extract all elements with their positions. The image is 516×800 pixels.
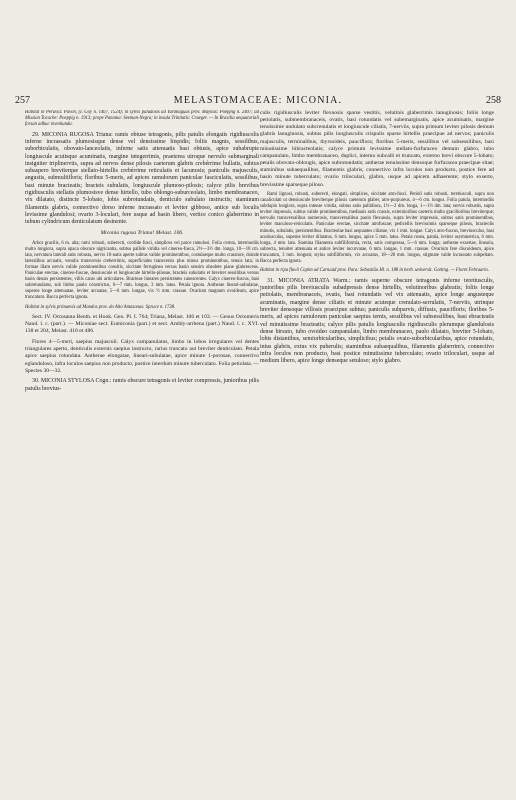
paragraph: Sect. IV. Octosanta Benth. et Hook. Gen. Pl. I. 764; Triana, Melast. 106 et 103. — Genus Octomeris Naud. l. c. (part.). — Miconiae sect. Eumiconia (part.) et sect. Ambly-arrhena (part.) Naud. l. c. XVI. 138 et 204, Melast. 410 et 486.: [25, 314, 259, 335]
paragraph: Habitat in ripa fluvii Capim ad Carnaúd prov. Para: Sebastião Hl. n. 188 in herb. universit. Gotting. — Floret Februario.: [260, 268, 489, 274]
paragraph: Arbor gracilis, 6 m. alta; rami robusti, suberecti, cordide fusci, simplices vel parce ramulosi. Folia cernta, intermodiis multo longiora, supra opaca obscure nigricantia, subtus pallide viridia vel cinereo-fusca, 2½—3½ dm. longa, 10—18 cm. lata, nervatura laterali satis robusta, nervis 10-natis aperte subtus valide prominentibus, costulaeque multo crassiore, doinde lateralibus arcuatis, venulis transversis creberrimis, superficiales transversis plus minus prominentibus, tenuis lata; in formae illam nervis valide prominentibus consitis, siccitate ferruginea versus basin sensim obsolete plane glabrescens. Paniculae erectae, cinereo-fuscae, densiuscule et longiuscule hirtello-pilosae, bracteis subulatis et breviter sessilibus versus basin densis persistentes, villis canis ubi articulares. Bracteae lineares persistentes canescentes. Calyx cinereo-fuscus, basi subretundatus, sub limbo paulo constrictus, 6—7 mm. longus, 3 mm. latus. Petala ignota. Antherae lineari-subulatae, superne longe attenuatae, leviter arcuatae, 5—6 mm. longae, vix ½ mm. crassae. Ovarium magnum ovoideum, apice truncatum. Bacca perfecta ignota.: [25, 240, 259, 301]
left-column: [25, 110, 259, 790]
paragraph: Flores 4—5-meri, saepius majusculi. Calyx campanulatus, limbo in lobos irregulares vel dentes triangulares aperto, denticulis externis saepius instructo, rarius truncato aut breviter denticulato. Petala apice saepius rotundata. Antherae elongatae, lineari-subulatae, apice minute 1-porosae, connectivo eglanduloso, infra loculos saepius non producto, postice interdum minute tuberculato. Folia petiolata. — Species 30—32.: [25, 339, 259, 374]
left-page-number: 257: [15, 95, 30, 106]
paragraph: Habitat in Peruvia: Pavon, (I. Goy n. 1467, 1524); in sylvis paludosis ad Yurimaguas prov. Maynas: Poeppig n. 2407; ad Mission Tocache: Poeppig n. 1913; prope Panama: Seeman-Negra; in insula Trinitatis: Crueger. — In Brasilia aequatoriali forsan adhuc inveniunda.: [25, 110, 259, 128]
paragraph: 29. MICONIA RUGOSA Triana: ramis obtuse tetragonis, pilis patulis elongatis rigidiuscolis inferne incrassatis plumosisque dense vel densissime hispidis; foliis magnis, sessilibus, suborbiculatis, obovato-lanceolatis, inferne satis attenuatis basi obtusis, apice subabrupte longiuscule acutisque acuminatis, margine integerrimis, praeterea utroque nervulo submarginali insigniter triplinerviis, supra ad nervos dense pilosis caeterum glabris crebérrime bullatis, subtus subaspero breviterque stellato-hirtellis crebérrime reticulatis et lacunosis; paniculis majusculis, angustis, submultifloris; floribus 5-meris, ad apices ramulorum paniculae fasciculatis, sessilibus, basi minute bracteatis; bracteis subulatis, longiuscule plumoso-pilosis; calyce pilis brevibus rigidiusculis stellatis plumosisve dense hirtello, tubo oblongo-suburceolato, limbo membranaceo, vix dilatato, distincte 5-lobato, lobis subrotundatis, denticulo subulato instructis; staminum filamentis glabris, connectivo dorso inferne incrassato et leviter gibboso, antice sub loculis levissime glandulosi; ovario 3-loculari, fere usque ad basin libero, vertice conico glaberrimo in tubum cylindricum denticulatum desinente.: [25, 131, 259, 226]
running-header: [15, 95, 501, 106]
paragraph: Miconia rugosa Triana! Melast. 106.: [100, 230, 184, 236]
paragraph: Habitat in sylvis primaevis ad Mandos prov. do Alto Amazonas: Spruce n. 1738.: [25, 304, 176, 310]
paragraph: 31. MICONIA ATRATA Warm.: ramis superne obscure tetragonis inferne teretiusculis, junioribus pilis breviusculis subadpressis dense hirtellis, velutinoribus glabratis; foliis longe petiolatis, membranaceis, ovatis, basi rotundatis vel vix attenuatis, apice longe angusteque acuminatis, margine dense ciliatis et minute acuteque crenulato-serrulatis, 7-nerviis, utrinque breviter densoque villosis praecipue subtus; paniculis subparvis, diffusis, paucifloris; floribus 5-meris, ad apices ramulorum paniculae saepius ternis, sessilibus vel subsessilibus, basi ebracteatis vel minutissime bracteatis; calyce pilis patulis longiusculis rigidiusculis plerumque glandulosis dense hirsuto, tubo ovoideo campanulato, limbo membranaceo, paulo dilatato, breviter 5-lobato, lobis distantibus, semiorbicularibus, simplicibus; petalis ovato-suborbicularibus, apice rotundatis, intus glabris, extus vix puberulis; staminibus subaequalibus, filamentis glaberrim's, connectivo infra loculos non producto, basi postice minutissime tuberculato; ovario triloculari, usque ad medium libero, apice longe denseque setuloso; stylo glabro.: [260, 277, 494, 365]
right-column: [260, 110, 494, 790]
paragraph: Rami lignosi, robusti, suberecti, elongati, simplices, siccitate atro-fusci. Petioli satis robusti, teretiusculi, supra non canaliculati ut densiuscule breviterque pilosis caeterum glaber, atro-purpureus, 4—6 cm. longus. Folia patula, intermodiis subduplo longiora, supra intense viridia, subtus satis pallidiora, 1½—2 dm. longa, 1—1½ dm. lata; nervis robustis, supra leviter impressis, subtus valide prominentibus, medianis satis crassis, externioribus caeteris multo gracilioribus breviterque; nervulis transversalibus numerosis, transversalibus paulo flexuosis, supra leviter impressis, subtus satis prominentibus, leviter maculoso-reticulatis. Paniculae erectae, siccitate atrofuscae; pedicellis brevissimis sparseque pilosis, bracteolis minutis, subulatis, persistentibus. Bracteolae basi aequantes ciliatae, vix 1 mm. longae. Calyx atro-fuscus, breviusculus, basi acutiusculus, superne leviter dilatatus, 6 mm. longus, apice 5 mm. latus. Petala rosea, patula, leviter asymmetrica, 6 mm. longa, 4 mm. lata. Stamina filamenta subfiliformia, recta, satis compressa, 5—6 mm. longa; antherae exsertae, linearia, subrecta, tenuiter attenuata et antice leviter incurvatae, 6 mm. longae, 1 mm. crassae. Ovarium fere discoideum, apice truncatum, 3 mm. longum; stylus subfiliformis, vix arcuatus, 18—20 mm. longus, stigmate valde incrassato subpeltato. Bacca perfecta ignota.: [260, 192, 494, 264]
running-title: MELASTOMACEAE: MICONIA.: [173, 95, 343, 106]
paragraph: 30. MICONIA STYLOSA Cogn.: ramis obscure tetragonis et leviter compressis, junioribus pilis patulis brevius-: [25, 378, 259, 392]
paragraph: culis rigidiusculis leviter flexuosis sparse vestitis, velutinis glaberrimis lanuginosis; foliis longe petiolatis, submembranaceis, ovatis, basi rotundatis vel subemarginatis, apice acuminatis, margine tenuissime undulato subcrenulatis et longiuscule ciliatis, 7-nerviis, supra primum leviter pilosis demum glabris lanuginosis, subtus pilis longiusculis crispulis sparse hirtellis praecipue ad nervos; paniculis majusculis, terminalibus, thyrsoideis, pauciflora; floribus 5-meris, sessilibus vel subsessilibus, basi minutissime bibracteolatis; calyce primum levissime stellato-furfuraceo demum glabro, tubo campanulato, limbo membranaceo, duplici, interno subcalli et truncato, externo brevi obscure 5-lobato; petalis obovato-oblongis, apice subrotundatis; antherae tenuissime densoque furfuracea praecipue sitae; staminibus subaequalibus, filamentis glabris, connectivo infra loculos non producto, postice fere ad basin minute tuberculato; ovario triloculari, glabro, usque ad apicem adhaerente; stylo exserto, brevissime sparseque piloso.: [260, 110, 494, 188]
right-page-number: 258: [486, 95, 501, 106]
